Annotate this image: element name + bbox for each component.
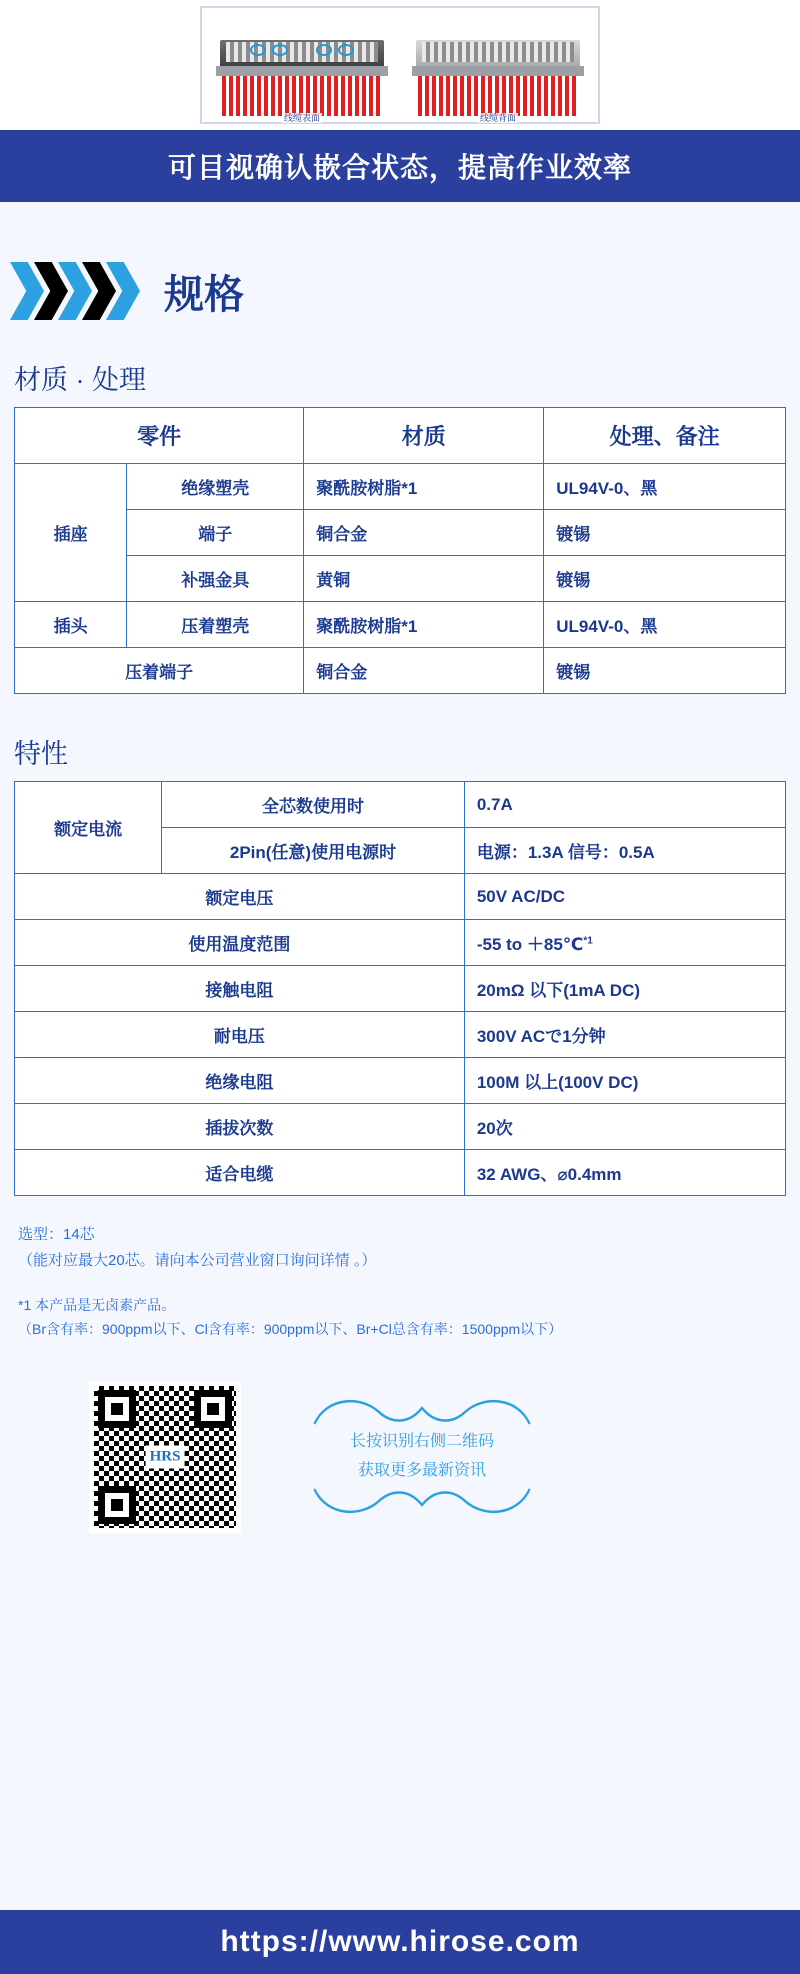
table-header-row xyxy=(15,408,786,464)
cell-treatment: UL94V-0、黑 xyxy=(544,464,786,510)
cell-rated-current-label: 额定电流 xyxy=(15,782,162,874)
characteristics-table xyxy=(14,781,786,1196)
table-row xyxy=(15,1150,786,1196)
notes-block xyxy=(18,1222,782,1342)
footnote-line2: （Br含有率：900ppm以下、Cl含有率：900ppm以下、Br+Cl总含有率：1500ppm以下） xyxy=(18,1321,563,1337)
selection-note-line2: （能对应最大20芯。请向本公司营业窗口询问详情 。） xyxy=(18,1252,377,1270)
cell-material: 聚酰胺树脂*1 xyxy=(304,602,544,648)
cell-value-temperature xyxy=(464,920,785,966)
cell-part: 补强金具 xyxy=(127,556,304,602)
cell-material: 聚酰胺树脂*1 xyxy=(304,464,544,510)
cell-part: 绝缘塑壳 xyxy=(127,464,304,510)
section-header xyxy=(0,202,800,320)
hero-right-caption xyxy=(408,111,588,124)
footnote xyxy=(18,1293,782,1342)
qr-finder-icon xyxy=(194,1390,232,1428)
footer-bar xyxy=(0,1910,800,1974)
highlight-ring-icon xyxy=(250,44,266,56)
decorative-swirl-icon xyxy=(310,1394,534,1428)
connector-front-view xyxy=(212,22,392,122)
cell-value: 电源：1.3A 信号：0.5A xyxy=(464,828,785,874)
cell-value: 300V ACで1分钟 xyxy=(464,1012,785,1058)
hero-image xyxy=(0,0,800,130)
cell-label: 使用温度范围 xyxy=(15,920,465,966)
connector-base xyxy=(216,66,388,76)
table-row xyxy=(15,602,786,648)
highlight-ring-icon xyxy=(272,44,288,56)
cell-treatment: 镀锡 xyxy=(544,556,786,602)
qr-finder-icon xyxy=(98,1486,136,1524)
cell-material: 铜合金 xyxy=(304,510,544,556)
cell-group: 压着端子 xyxy=(15,648,304,694)
qr-instruction-line1: 长按识别右侧二维码 xyxy=(350,1432,495,1450)
cell-label: 插拔次数 xyxy=(15,1104,465,1150)
footnote-marker: *1 xyxy=(583,935,593,947)
cell-condition: 全芯数使用时 xyxy=(162,782,465,828)
chevron-group-icon xyxy=(10,262,130,320)
qr-instruction-line2: 获取更多最新资讯 xyxy=(358,1461,487,1479)
material-table xyxy=(14,407,786,694)
table-row xyxy=(15,1012,786,1058)
table-row xyxy=(15,510,786,556)
cell-label: 耐电压 xyxy=(15,1012,465,1058)
cell-label: 适合电缆 xyxy=(15,1150,465,1196)
table-row xyxy=(15,648,786,694)
cell-treatment: 镀锡 xyxy=(544,648,786,694)
hero-left-caption-text: 线缆表面 xyxy=(283,113,320,123)
cell-material: 黄铜 xyxy=(304,556,544,602)
table-row xyxy=(15,874,786,920)
qr-section xyxy=(0,1382,800,1532)
table-row xyxy=(15,782,786,828)
cell-material: 铜合金 xyxy=(304,648,544,694)
highlight-ring-icon xyxy=(338,44,354,56)
chevron-right-icon xyxy=(106,262,140,320)
cell-value: -55 to ＋85℃ xyxy=(476,935,584,954)
cell-value: 20mΩ 以下(1mA DC) xyxy=(464,966,785,1012)
table-row xyxy=(15,920,786,966)
cable-wires xyxy=(418,76,578,116)
qr-finder-icon xyxy=(98,1390,136,1428)
table-row xyxy=(15,966,786,1012)
product-photo-card xyxy=(200,6,600,124)
footnote-line1: *1 本产品是无卤素产品。 xyxy=(18,1296,176,1313)
cell-part: 端子 xyxy=(127,510,304,556)
website-url[interactable]: https://www.hirose.com xyxy=(220,1925,580,1958)
headline-banner xyxy=(0,130,800,202)
connector-base xyxy=(412,66,584,76)
connector-contacts xyxy=(422,42,574,62)
cell-treatment: UL94V-0、黑 xyxy=(544,602,786,648)
cell-label: 绝缘电阻 xyxy=(15,1058,465,1104)
hero-left-caption xyxy=(212,111,392,124)
highlight-ring-icon xyxy=(316,44,332,56)
table-row xyxy=(15,556,786,602)
selection-note-line1: 选型：14芯 xyxy=(18,1226,95,1243)
characteristics-heading: 特性 xyxy=(14,739,68,769)
cell-value: 50V AC/DC xyxy=(464,874,785,920)
table-row xyxy=(15,1058,786,1104)
table-row xyxy=(15,464,786,510)
connector-contacts xyxy=(226,42,378,62)
page-title: 规格 xyxy=(164,272,244,317)
cell-value: 20次 xyxy=(464,1104,785,1150)
column-header-treatment: 处理、备注 xyxy=(544,408,786,464)
cell-label: 额定电压 xyxy=(15,874,465,920)
cell-value: 32 AWG、⌀0.4mm xyxy=(464,1150,785,1196)
cell-treatment: 镀锡 xyxy=(544,510,786,556)
hrs-logo: HRS xyxy=(146,1445,185,1468)
cell-value: 0.7A xyxy=(464,782,785,828)
hero-right-caption-text: 线缆背面 xyxy=(479,113,516,123)
cell-group: 插头 xyxy=(15,602,127,648)
decorative-swirl-icon xyxy=(310,1485,534,1519)
table-row xyxy=(15,1104,786,1150)
cable-wires xyxy=(222,76,382,116)
cell-group: 插座 xyxy=(15,464,127,602)
headline-text: 可目视确认嵌合状态，提高作业效率 xyxy=(167,152,632,183)
cell-condition: 2Pin(任意)使用电源时 xyxy=(162,828,465,874)
cell-value: 100M 以上(100V DC) xyxy=(464,1058,785,1104)
cell-label: 接触电阻 xyxy=(15,966,465,1012)
qr-code[interactable] xyxy=(90,1382,240,1532)
connector-back-view xyxy=(408,22,588,122)
material-heading: 材质 · 处理 xyxy=(14,365,146,395)
qr-instruction xyxy=(310,1394,534,1520)
column-header-material: 材质 xyxy=(304,408,544,464)
selection-note xyxy=(18,1222,782,1275)
cell-part: 压着塑壳 xyxy=(127,602,304,648)
column-header-part: 零件 xyxy=(15,408,304,464)
